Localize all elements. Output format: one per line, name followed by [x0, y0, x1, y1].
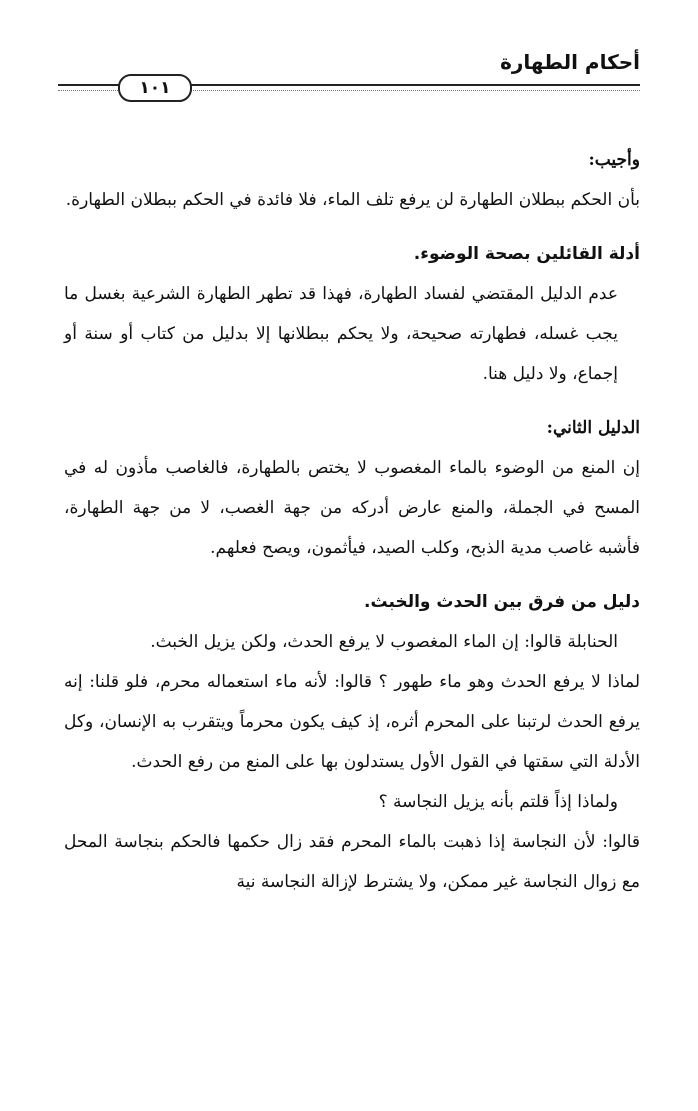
- section-label-answer: وأجيب:: [588, 150, 640, 170]
- paragraph-second-evidence: إن المنع من الوضوء بالماء المغصوب لا يختص بالطهارة، فالغاصب مأذون له في المسح في الجملة، والمنع عارض أدركه من جهة الغصب، لا من جهة الطهارة، فأشبه غاصب مدية الذبح، وكلب الصيد، فيأثمون، ويصح فعلهم.: [64, 458, 640, 558]
- page-number-badge: ١٠١: [118, 74, 192, 102]
- paragraph-answer: بأن الحكم ببطلان الطهارة لن يرفع تلف الماء، فلا فائدة في الحكم ببطلان الطهارة.: [65, 190, 640, 210]
- spacer: [64, 220, 640, 234]
- paragraph-first-evidence: عدم الدليل المقتضي لفساد الطهارة، فهذا قد تطهر الطهارة الشرعية بغسل ما يجب غسله، فطهارته صحيحة، ولا يحكم ببطلانها إلا بدليل من كتاب أو سنة أو إجماع، ولا دليل هنا.: [64, 284, 618, 384]
- section-label-second-evidence: الدليل الثاني:: [546, 418, 640, 438]
- running-title: أحكام الطهارة: [500, 50, 640, 74]
- section-heading-validity: أدلة القائلين بصحة الوضوء.: [413, 244, 640, 264]
- paragraph-answer-najasa: قالوا: لأن النجاسة إذا ذهبت بالماء المحرم فقد زال حكمها فالحكم بنجاسة المحل مع زوال النجاسة غير ممكن، ولا يشترط لإزالة النجاسة نية: [64, 832, 640, 892]
- section-heading-distinction: دليل من فرق بين الحدث والخبث.: [364, 592, 640, 612]
- spacer: [64, 394, 640, 408]
- paragraph-question-hadath: لماذا لا يرفع الحدث وهو ماء طهور ؟ قالوا: لأنه ماء استعماله محرم، فلو قلنا: إنه يرفع الحدث لرتبنا على المحرم أثره، إذ كيف يكون محرماً ويتقرب به الإنسان، وكل الأدلة التي سقتها في القول الأول يستدلون بها على المنع من رفع الحدث.: [64, 672, 640, 772]
- page-body: [64, 140, 640, 902]
- spacer: [64, 568, 640, 582]
- page-header: [58, 50, 640, 98]
- paragraph-question-najasa: ولماذا إذاً قلتم بأنه يزيل النجاسة ؟: [378, 792, 618, 812]
- paragraph-hanbali-view: الحنابلة قالوا: إن الماء المغصوب لا يرفع الحدث، ولكن يزيل الخبث.: [150, 632, 618, 652]
